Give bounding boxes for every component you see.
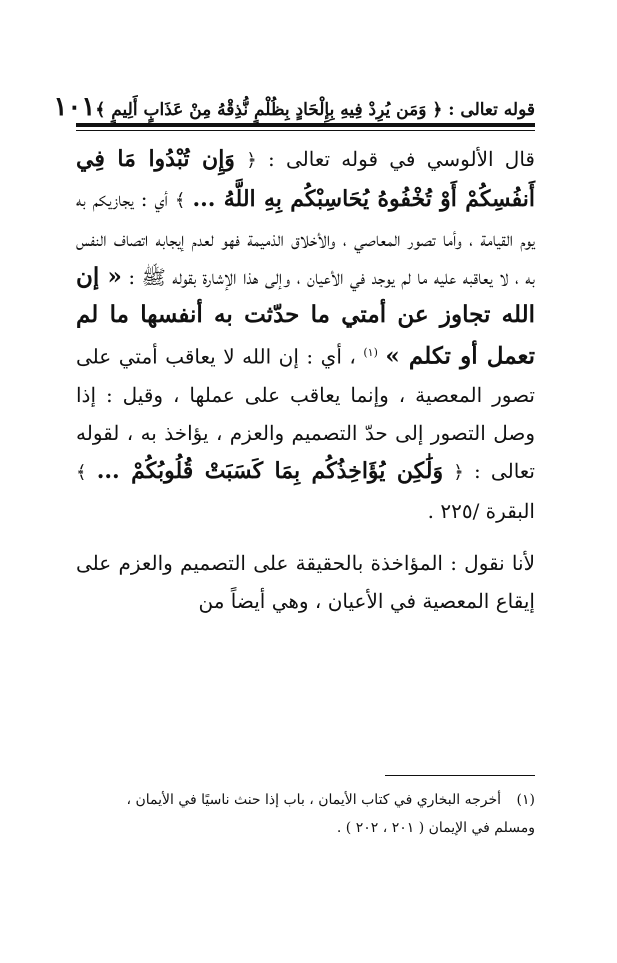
- p1-explanation: أي : يجازيكم به يوم القيامة ، وأما تصور المعاصي ، والأخلاق الذميمة فهو لعدم إيجابه اتصاف النفس به ، لا يعاقبه عليه ما لم يوجد في الأعيان ، وإلى هذا الإشارة بقوله ﷺ :: [76, 187, 536, 289]
- quran-bracket-close: ﴾: [174, 190, 186, 211]
- main-text: [76, 140, 535, 620]
- quran-verse-1: وَإِن تُبْدُوا مَا فِي أَنفُسِكُمْ أَوْ تُخْفُوهُ يُحَاسِبْكُم بِهِ اللَّهُ ...: [76, 146, 536, 212]
- footnotes: [76, 786, 535, 842]
- running-head: قوله تعالى : ﴿ وَمَن يُرِدْ فِيهِ بِإِلْحَادٍ بِظُلْمٍ نُّذِقْهُ مِنْ عَذَابٍ أَلِيمٍ ﴾: [95, 100, 535, 120]
- quran-citation: البقرة /٢٢٥ .: [427, 498, 535, 523]
- p1-intro: قال الألوسي في قوله تعالى :: [256, 147, 535, 171]
- quran-bracket-close-2: ﴾: [76, 461, 87, 483]
- page-number: ١٠١: [53, 92, 96, 122]
- page-header: [53, 84, 535, 122]
- header-rule-thick: [76, 123, 535, 127]
- paragraph-1: [76, 140, 535, 530]
- footnote-line-2: ومسلم في الإيمان ( ٢٠١ ، ٢٠٢ ) .: [336, 820, 535, 836]
- hadith-quote: « إن الله تجاوز عن أمتي ما حدّثت به أنفسها ما لم تعمل أو تكلم »: [76, 263, 535, 370]
- header-rule-thin: [76, 130, 535, 131]
- footnote-1-cont: [76, 814, 535, 842]
- footnote-line-1: أخرجه البخاري في كتاب الأيمان ، باب إذا حنث ناسيًا في الأيمان ،: [126, 792, 501, 808]
- quran-bracket-open: ﴿: [246, 150, 257, 171]
- quran-verse-2: وَلَٰكِن يُؤَاخِذُكُم بِمَا كَسَبَتْ قُلُوبُكُمْ ...: [96, 457, 444, 484]
- footnote-reference: (١): [363, 346, 378, 359]
- p1-continuation: ، أي : إن الله لا يعاقب أمتي على تصور المعصية ، وإنما يعاقب على عملها ، وقيل : إذا وصل التصور إلى حدّ التصميم والعزم ، يؤاخذ به ، لقوله تعالى :: [76, 344, 535, 483]
- footnote-1: [76, 786, 535, 814]
- quran-bracket-open-2: ﴿: [453, 461, 464, 483]
- footnote-separator: [385, 775, 535, 776]
- footnote-number: (١): [516, 792, 535, 808]
- paragraph-2: لأنا نقول : المؤاخذة بالحقيقة على التصميم والعزم على إيقاع المعصية في الأعيان ، وهي أيضاً من: [76, 550, 535, 613]
